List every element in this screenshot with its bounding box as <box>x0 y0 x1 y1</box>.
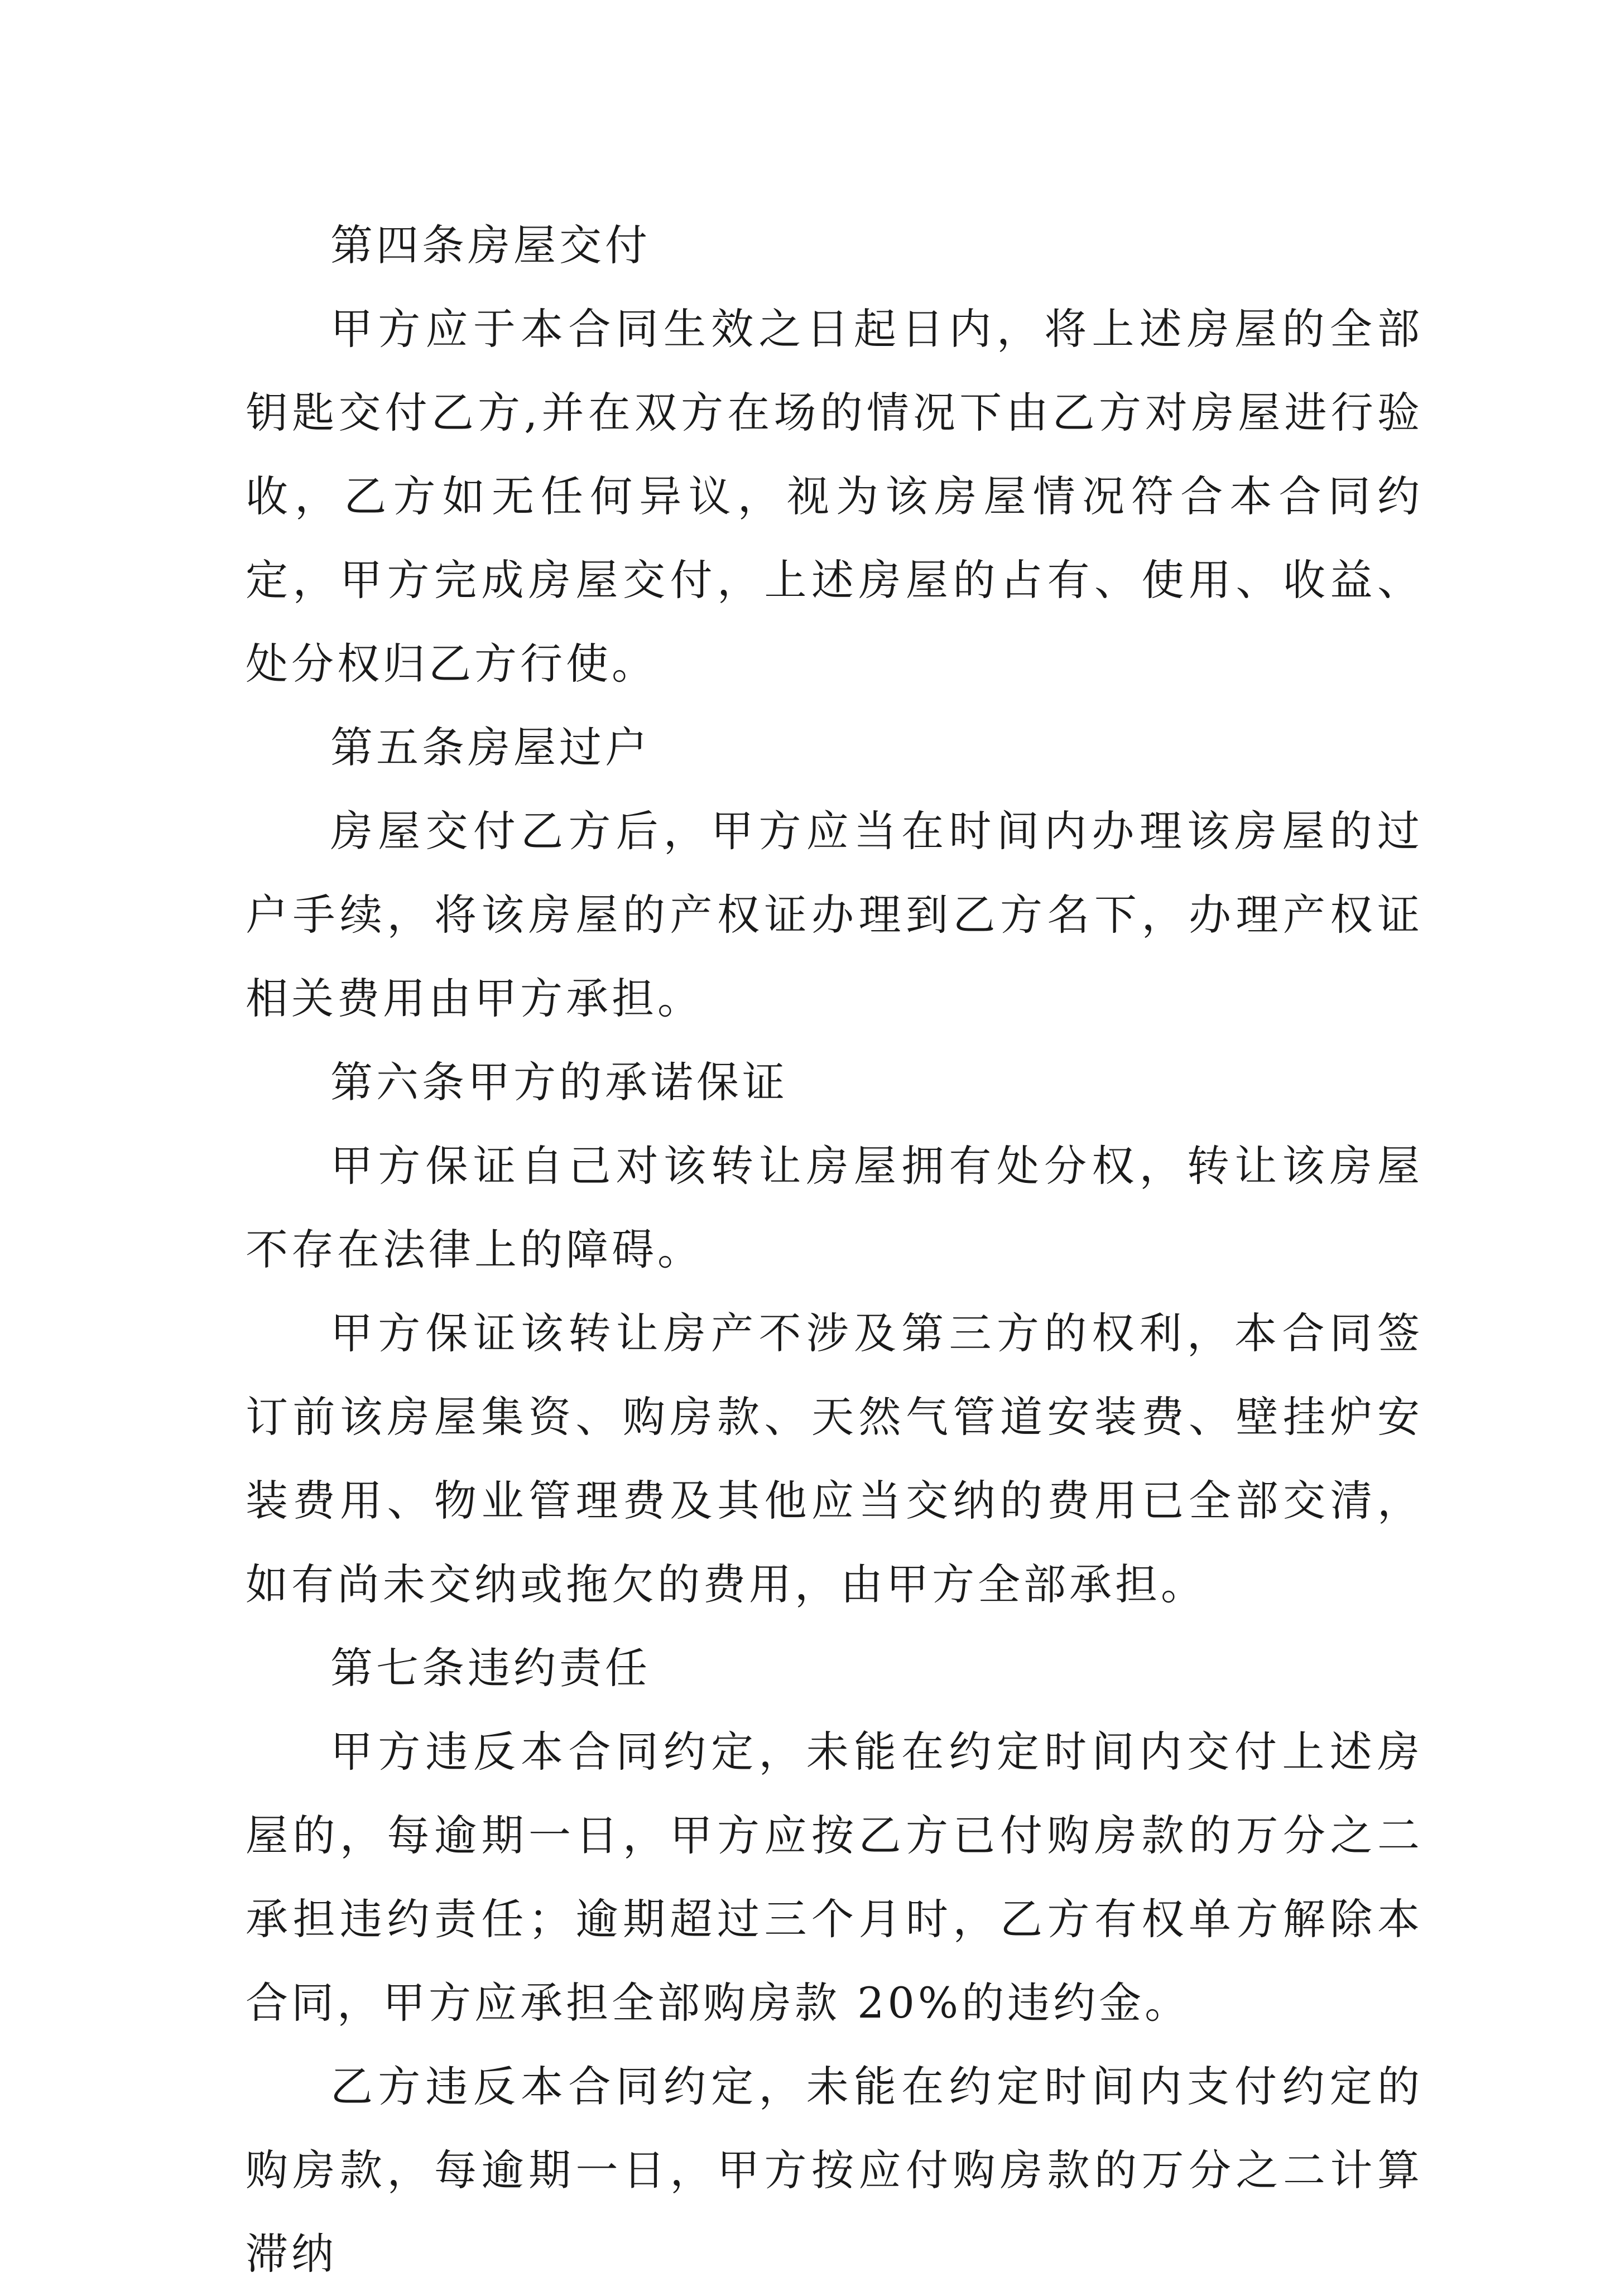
paragraph: 甲方保证自己对该转让房屋拥有处分权，转让该房屋不存在法律上的障碍。 <box>246 1141 1423 1274</box>
section-heading: 第四条房屋交付 <box>330 220 651 270</box>
section-heading: 第七条违约责任 <box>330 1643 651 1693</box>
paragraph: 房屋交付乙方后，甲方应当在时间内办理该房屋的过户手续，将该房屋的产权证办理到乙方名下，办理产权证相关费用由甲方承担。 <box>246 806 1423 1023</box>
paragraph: 甲方应于本合同生效之日起日内，将上述房屋的全部钥匙交付乙方,并在双方在场的情况下由乙方对房屋进行验收，乙方如无任何异议，视为该房屋情况符合本合同约定，甲方完成房屋交付，上述房屋的占有、使用、收益、处分权归乙方行使。 <box>246 304 1423 689</box>
paragraph: 甲方保证该转让房产不涉及第三方的权利，本合同签订前该房屋集资、购房款、天然气管道安装费、壁挂炉安装费用、物业管理费及其他应当交纳的费用已全部交清，如有尚未交纳或拖欠的费用，由甲方全部承担。 <box>246 1308 1423 1609</box>
paragraph: 乙方违反本合同约定，未能在约定时间内支付约定的购房款，每逾期一日，甲方按应付购房款的万分之二计算滞纳 <box>246 2062 1423 2279</box>
section-heading: 第六条甲方的承诺保证 <box>330 1057 788 1107</box>
section-heading: 第五条房屋过户 <box>330 723 651 772</box>
document-body <box>246 204 1423 2296</box>
paragraph: 甲方违反本合同约定，未能在约定时间内交付上述房屋的，每逾期一日，甲方应按乙方已付购房款的万分之二承担违约责任；逾期超过三个月时，乙方有权单方解除本合同，甲方应承担全部购房款 20%的违约金。 <box>246 1727 1423 2028</box>
